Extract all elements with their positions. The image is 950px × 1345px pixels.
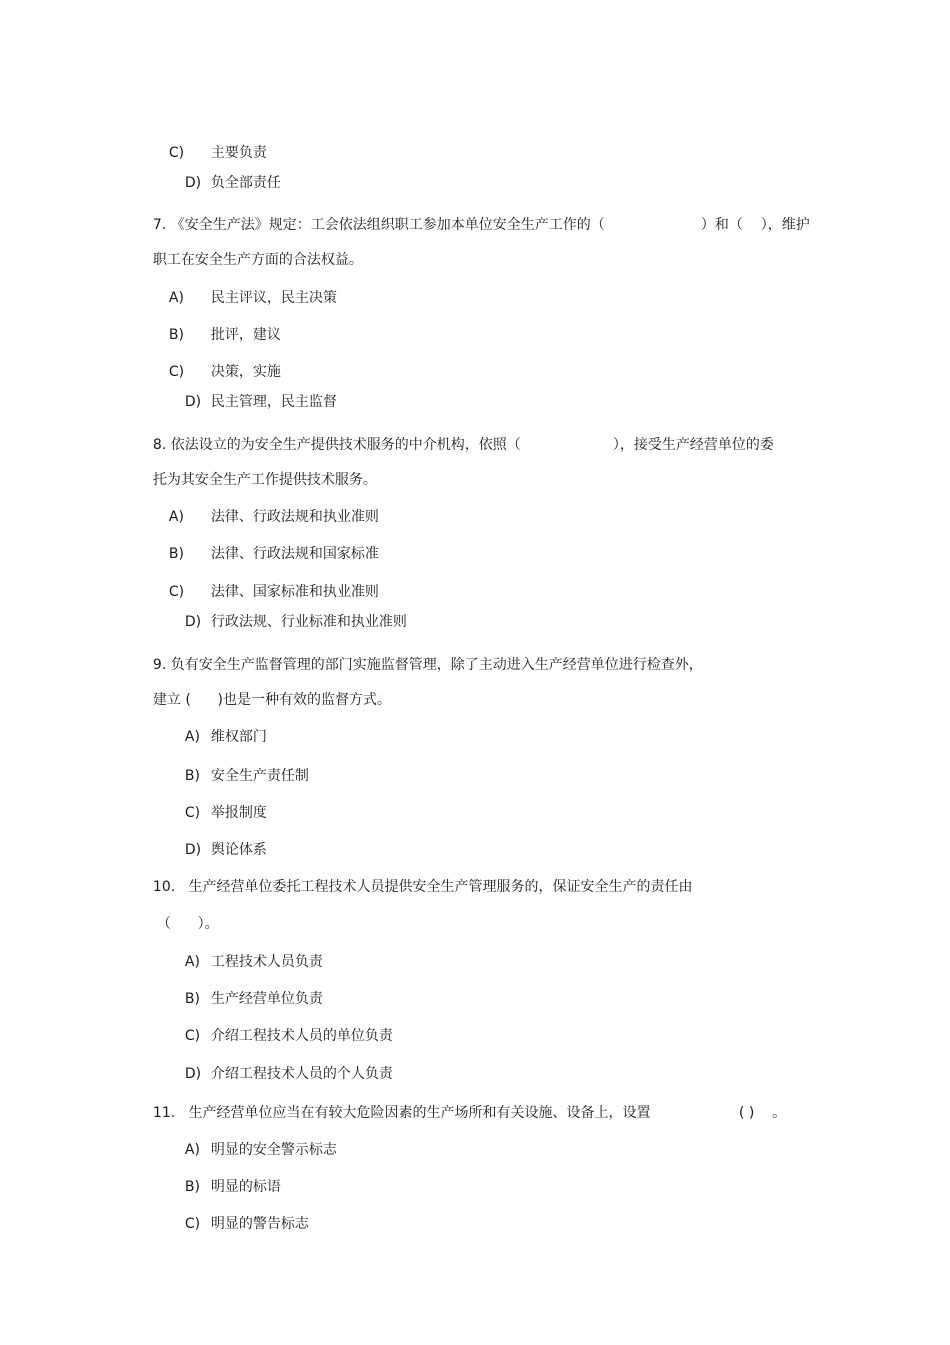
- option-text: 负全部责任: [210, 175, 281, 191]
- q10-option-b: B) 生产经营单位负责: [184, 991, 323, 1007]
- q9-option-a: A) 维权部门: [184, 729, 267, 745]
- q9-option-d: D) 舆论体系: [184, 842, 267, 858]
- q8-option-a: A) 法律、行政法规和执业准则: [168, 509, 379, 525]
- q11-option-a: A) 明显的安全警示标志: [184, 1142, 337, 1158]
- q7-stem-line1: 7. 《安全生产法》规定：工会依法组织职工参加本单位安全生产工作的（: [152, 217, 605, 233]
- q11-stem-line1: 11. 生产经营单位应当在有较大危险因素的生产场所和有关设施、设备上，设置: [152, 1105, 651, 1121]
- q11-option-b: B) 明显的标语: [184, 1179, 281, 1195]
- q7-stem-line1-tail: ）和（ ），维护: [700, 217, 810, 233]
- q7-option-d: D) 民主管理，民主监督: [184, 394, 337, 410]
- q7-option-b: B) 批评，建议: [168, 327, 281, 343]
- q11-stem-line1-tail: ( ) 。: [738, 1105, 787, 1121]
- q9-option-b: B) 安全生产责任制: [184, 768, 309, 784]
- option-text: 主要负责: [210, 145, 267, 161]
- q9-stem-line2: 建立 ( )也是一种有效的监督方式。: [152, 692, 391, 708]
- q8-stem-line1-tail: ），接受生产经营单位的委: [612, 437, 774, 453]
- q7-option-c: C) 决策，实施: [168, 364, 281, 380]
- q8-stem-line1: 8. 依法设立的为安全生产提供技术服务的中介机构，依照（: [152, 437, 521, 453]
- q6-option-d: [176, 156, 281, 192]
- option-label: D): [184, 175, 202, 191]
- q8-stem-line2: 托为其安全生产工作提供技术服务。: [152, 472, 377, 488]
- q8-option-d: D) 行政法规、行业标准和执业准则: [184, 614, 407, 630]
- q9-stem-line1: 9. 负有安全生产监督管理的部门实施监督管理，除了主动进入生产经营单位进行检查外，: [152, 657, 703, 673]
- q11-option-c: C) 明显的警告标志: [184, 1216, 309, 1232]
- option-label: C): [168, 145, 185, 161]
- q9-option-c: C) 举报制度: [184, 805, 267, 821]
- q7-stem-line2: 职工在安全生产方面的合法权益。: [152, 252, 363, 268]
- q7-option-a: A) 民主评议，民主决策: [168, 290, 337, 306]
- q10-option-c: C) 介绍工程技术人员的单位负责: [184, 1028, 393, 1044]
- q10-option-a: A) 工程技术人员负责: [184, 954, 323, 970]
- q10-stem-line1: 10. 生产经营单位委托工程技术人员提供安全生产管理服务的，保证安全生产的责任由: [152, 879, 693, 895]
- q10-stem-line2: （ ）。: [156, 916, 219, 932]
- q10-option-d: D) 介绍工程技术人员的个人负责: [184, 1066, 393, 1082]
- q8-option-b: B) 法律、行政法规和国家标准: [168, 546, 379, 562]
- q8-option-c: C) 法律、国家标准和执业准则: [168, 584, 379, 600]
